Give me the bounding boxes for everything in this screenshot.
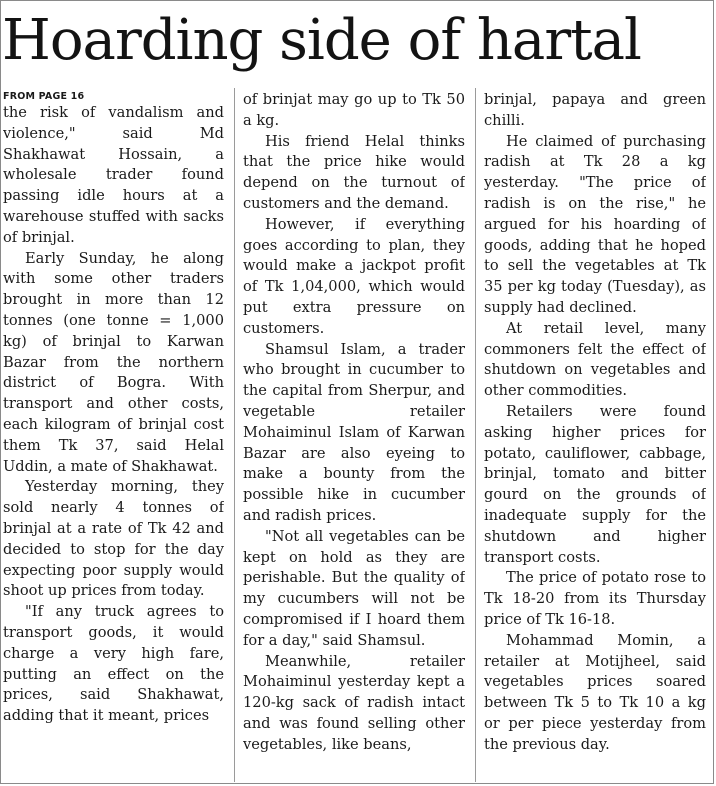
jump-label: FROM PAGE 16 [3, 91, 85, 102]
column-3 [484, 90, 706, 780]
paragraph: At retail level, many commoners felt the effect of shutdown on vegetables and other commodities. [484, 319, 706, 400]
paragraph: Retailers were found asking higher prices for potato, cauliflower, cabbage, brinjal, tomato and bitter gourd on the grounds of inadequate supply for the shutdown and higher transport costs. [484, 402, 706, 566]
paragraph: "If any truck agrees to transport goods, it would charge a very high fare, putting an effect on the prices, said Shakhawat, adding that it meant, prices [3, 603, 224, 725]
paragraph: He claimed of purchasing radish at Tk 28 a kg yesterday. "The price of radish is on the rise," he argued for his hoarding of goods, adding that he hoped to sell the vegetables at Tk 35 per kg today (Tuesday), as supply had declined. [484, 132, 706, 316]
paragraph: However, if everything goes according to plan, they would make a jackpot profit of Tk 1,04,000, which would put extra pressure on customers. [243, 215, 465, 337]
paragraph: brinjal, papaya and green chilli. [484, 91, 706, 129]
paragraph: of brinjat may go up to Tk 50 a kg. [243, 91, 465, 129]
paragraph: Shamsul Islam, a trader who brought in cucumber to the capital from Sherpur, and vegetable retailer Mohaiminul Islam of Karwan Bazar are also eyeing to make a bounty from the possible hike in cucumber and radish prices. [243, 340, 465, 524]
paragraph: His friend Helal thinks that the price hike would depend on the turnout of customers and the demand. [243, 132, 465, 212]
column-rule [475, 88, 476, 782]
paragraph: "Not all vegetables can be kept on hold as they are perishable. But the quality of my cucumbers will not be compromised if I hoard them for a day," said Shamsul. [243, 527, 465, 649]
paragraph: Yesterday morning, they sold nearly 4 tonnes of brinjal at a rate of Tk 42 and decided to stop for the day expecting poor supply would shoot up prices from today. [3, 478, 224, 600]
paragraph: Meanwhile, retailer Mohaiminul yesterday kept a 120-kg sack of radish intact and was found selling other vegetables, like beans, [243, 652, 465, 753]
headline: Hoarding side of hartal [2, 8, 641, 73]
column-rule [234, 88, 235, 782]
paragraph: Early Sunday, he along with some other traders brought in more than 12 tonnes (one tonne = 1,000 kg) of brinjal to Karwan Bazar from the northern district of Bogra. With transport and other costs, each kilogram of brinjal cost them Tk 37, said Helal Uddin, a mate of Shakhawat. [3, 249, 224, 475]
paragraph: the risk of vandalism and violence," said Md Shakhawat Hossain, a wholesale trader found passing idle hours at a warehouse stuffed with sacks of brinjal. [3, 104, 224, 246]
column-1 [3, 91, 224, 781]
paragraph: Mohammad Momin, a retailer at Motijheel, said vegetables prices soared between Tk 5 to Tk 10 a kg or per piece yesterday from the previous day. [484, 631, 706, 753]
paragraph: The price of potato rose to Tk 18-20 from its Thursday price of Tk 16-18. [484, 569, 706, 628]
column-2 [243, 90, 465, 780]
